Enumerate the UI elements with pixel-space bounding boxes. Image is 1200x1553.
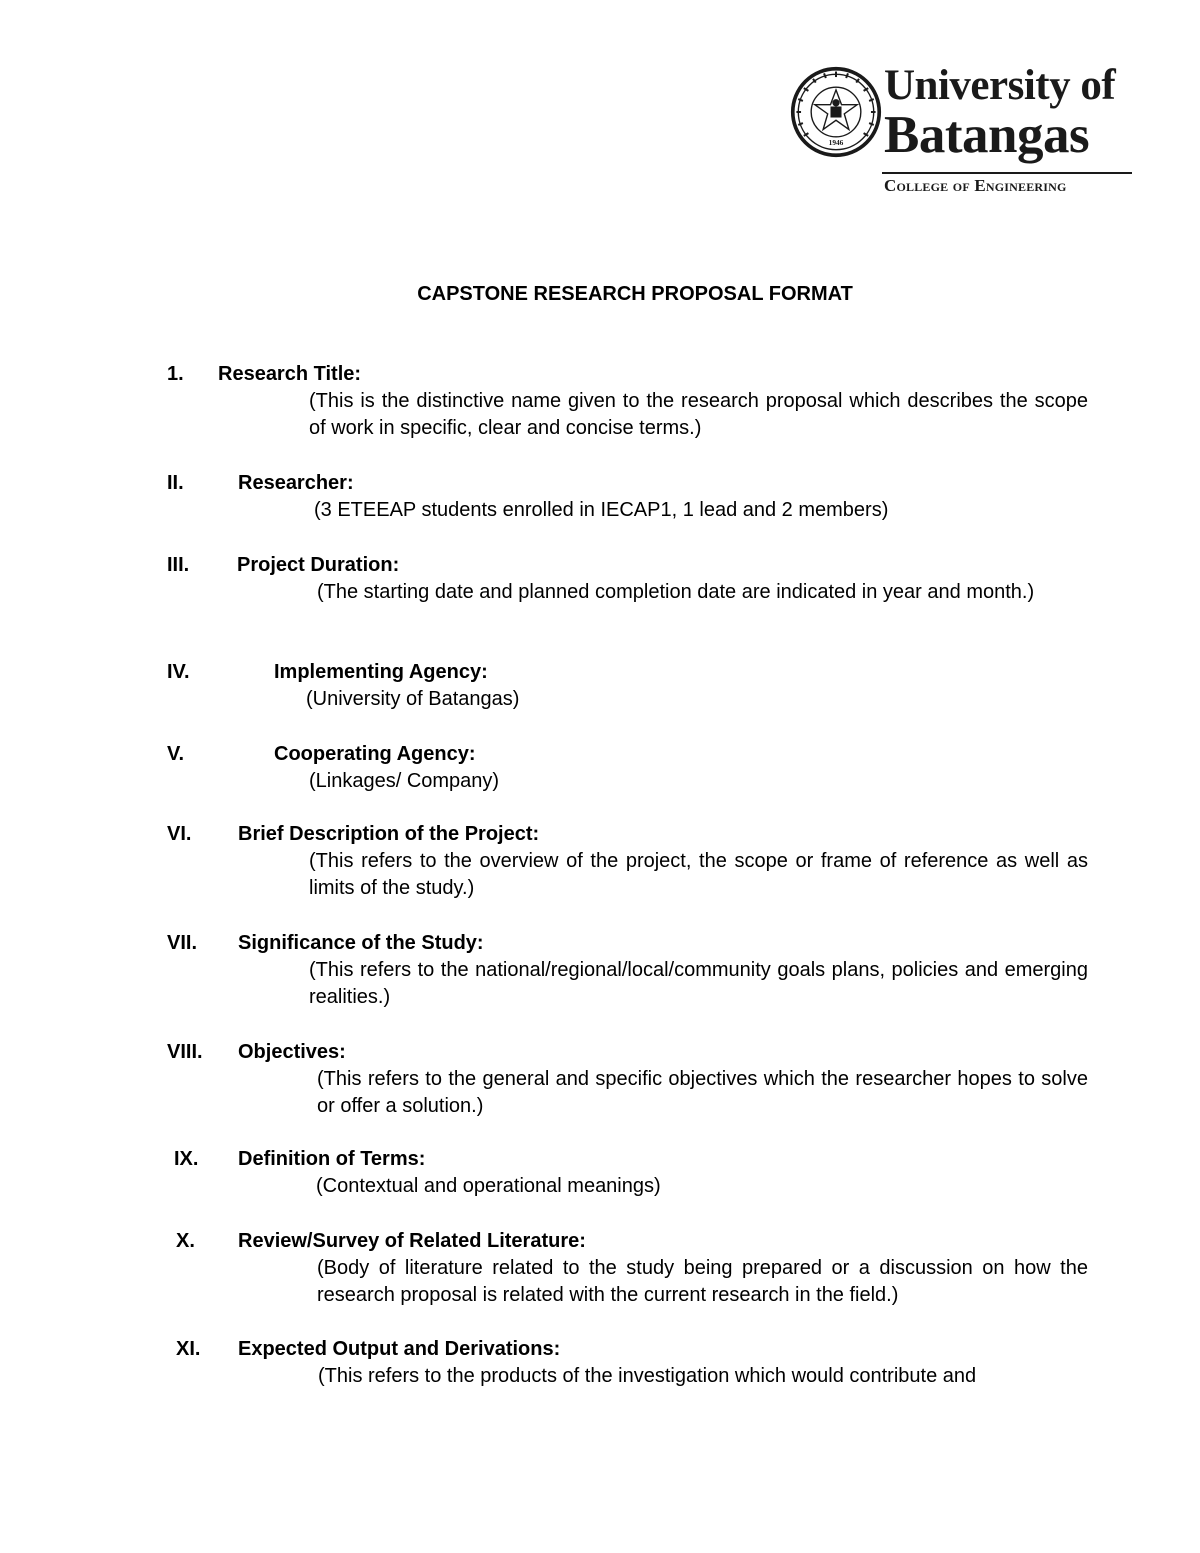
university-logo — [790, 64, 1140, 196]
university-seal-icon — [790, 66, 882, 158]
college-name: College of Engineering — [884, 176, 1067, 195]
section-description: (3 ETEEAP students enrolled in IECAP1, 1 lead and 2 members) — [314, 499, 889, 521]
document-title: CAPSTONE RESEARCH PROPOSAL FORMAT — [417, 283, 853, 305]
section-number: XI. — [176, 1338, 201, 1360]
section-heading: Implementing Agency: — [274, 661, 488, 683]
section-heading: Brief Description of the Project: — [238, 823, 540, 845]
section-heading: Project Duration: — [237, 554, 400, 576]
logo-divider — [882, 172, 1132, 174]
section-number: IX. — [174, 1148, 199, 1170]
section-description: (Contextual and operational meanings) — [316, 1175, 661, 1197]
section-heading: Expected Output and Derivations: — [238, 1338, 561, 1360]
section-heading: Researcher: — [238, 472, 354, 494]
section-heading: Definition of Terms: — [238, 1148, 426, 1170]
section-heading: Review/Survey of Related Literature: — [238, 1230, 586, 1252]
section-description: (This is the distinctive name given to the research proposal which describes the scope of work in specific, clear and concise terms.) — [309, 390, 1088, 439]
section-number: VIII. — [167, 1041, 203, 1063]
section-description: (This refers to the products of the investigation which would contribute and — [318, 1365, 977, 1387]
section-heading: Significance of the Study: — [238, 932, 484, 954]
section-heading: Cooperating Agency: — [274, 743, 476, 765]
section-description: (This refers to the national/regional/local/community goals plans, policies and emerging realities.) — [309, 959, 1088, 1008]
section-number: 1. — [167, 363, 184, 385]
section-description: (This refers to the overview of the project, the scope or frame of reference as well as limits of the study.) — [309, 850, 1088, 899]
section-number: X. — [176, 1230, 195, 1252]
section-description: (The starting date and planned completion date are indicated in year and month.) — [317, 581, 1035, 603]
logo-wordmark-line2: Batangas — [884, 106, 1090, 164]
seal-year: 1946 — [828, 138, 844, 148]
section-number: VII. — [167, 932, 198, 954]
section-description: (Linkages/ Company) — [309, 770, 500, 792]
section-description: (Body of literature related to the study being prepared or a discussion on how the research proposal is related with the current research in the field.) — [317, 1257, 1088, 1306]
logo-wordmark-line1: University of — [884, 62, 1116, 109]
section-description: (This refers to the general and specific objectives which the researcher hopes to solve or offer a solution.) — [317, 1068, 1088, 1117]
section-heading: Research Title: — [218, 363, 362, 385]
section-number: IV. — [167, 661, 190, 683]
section-number: VI. — [167, 823, 192, 845]
section-heading: Objectives: — [238, 1041, 346, 1063]
section-description: (University of Batangas) — [306, 688, 520, 710]
section-number: II. — [167, 472, 184, 494]
section-number: V. — [167, 743, 185, 765]
section-number: III. — [167, 554, 190, 576]
